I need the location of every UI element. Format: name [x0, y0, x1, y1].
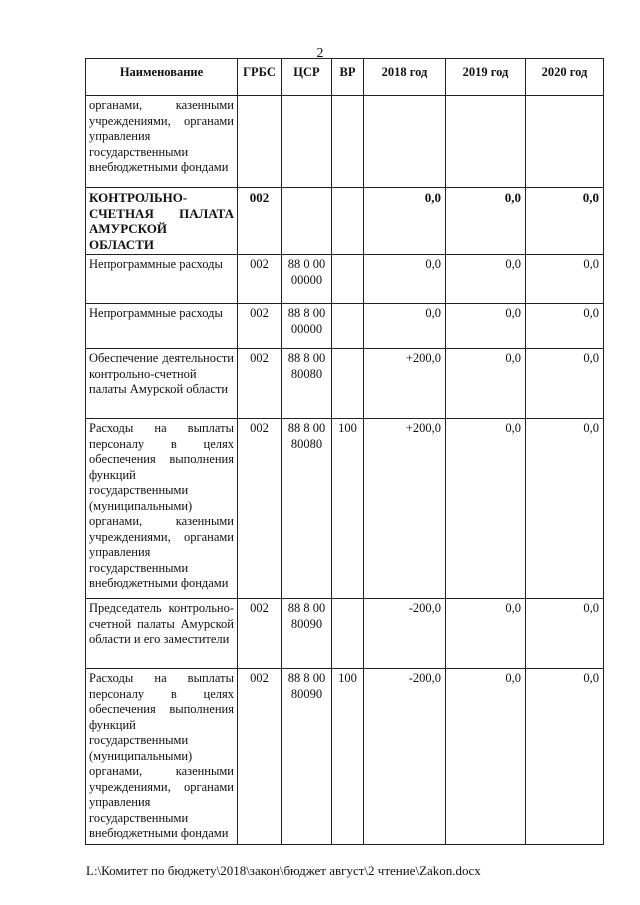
row-grbs-cell: 002 [238, 419, 282, 599]
row-name-cell: Обеспечение деятельности контрольно-счетной палаты Амурской области [86, 349, 238, 419]
row-2018-cell: -200,0 [364, 599, 446, 669]
row-2018-cell: -200,0 [364, 669, 446, 845]
table-row [86, 96, 604, 188]
row-grbs-cell [238, 96, 282, 188]
row-grbs-cell: 002 [238, 255, 282, 304]
row-csr-cell [282, 96, 332, 188]
row-2019-cell [446, 96, 526, 188]
row-csr-cell: 88 8 00 80080 [282, 419, 332, 599]
row-2019-cell: 0,0 [446, 188, 526, 255]
row-name-cell: Расходы на выплаты персоналу в целях обеспечения выполнения функций государственными (муниципальными) органами, казенными учреждениями, органами управления государственными внебюджетными фондами [86, 669, 238, 845]
page-number: 2 [316, 46, 324, 61]
row-2019-cell: 0,0 [446, 669, 526, 845]
row-2018-cell: +200,0 [364, 419, 446, 599]
header-2019: 2019 год [446, 59, 526, 96]
row-vr-cell [332, 188, 364, 255]
row-2020-cell: 0,0 [526, 669, 604, 845]
row-2018-cell: 0,0 [364, 255, 446, 304]
header-name: Наименование [86, 59, 238, 96]
row-csr-cell: 88 0 00 00000 [282, 255, 332, 304]
row-csr-cell: 88 8 00 80090 [282, 599, 332, 669]
header-2018: 2018 год [364, 59, 446, 96]
row-name-cell: КОНТРОЛЬНО-СЧЕТНАЯ ПАЛАТА АМУРСКОЙ ОБЛАСТИ [86, 188, 238, 255]
row-2018-cell: 0,0 [364, 304, 446, 349]
row-2020-cell [526, 96, 604, 188]
header-csr: ЦСР [282, 59, 332, 96]
header-grbs: ГРБС [238, 59, 282, 96]
row-grbs-cell: 002 [238, 304, 282, 349]
row-2020-cell: 0,0 [526, 349, 604, 419]
row-name-cell: Непрограммные расходы [86, 304, 238, 349]
row-name-cell: органами, казенными учреждениями, органами управления государственными внебюджетными фондами [86, 96, 238, 188]
table-row [86, 419, 604, 599]
table-row [86, 669, 604, 845]
row-vr-cell: 100 [332, 669, 364, 845]
row-2020-cell: 0,0 [526, 599, 604, 669]
row-2020-cell: 0,0 [526, 419, 604, 599]
row-vr-cell [332, 96, 364, 188]
table-row [86, 599, 604, 669]
row-2019-cell: 0,0 [446, 599, 526, 669]
row-vr-cell [332, 599, 364, 669]
row-vr-cell [332, 349, 364, 419]
table-row [86, 255, 604, 304]
row-csr-cell: 88 8 00 80090 [282, 669, 332, 845]
row-2020-cell: 0,0 [526, 255, 604, 304]
row-grbs-cell: 002 [238, 349, 282, 419]
header-2020: 2020 год [526, 59, 604, 96]
row-2018-cell [364, 96, 446, 188]
row-csr-cell [282, 188, 332, 255]
table-row [86, 188, 604, 255]
budget-table [85, 58, 604, 845]
row-2019-cell: 0,0 [446, 419, 526, 599]
row-2019-cell: 0,0 [446, 349, 526, 419]
row-grbs-cell: 002 [238, 669, 282, 845]
row-grbs-cell: 002 [238, 599, 282, 669]
row-2018-cell: 0,0 [364, 188, 446, 255]
header-vr: ВР [332, 59, 364, 96]
row-vr-cell: 100 [332, 419, 364, 599]
row-2018-cell: +200,0 [364, 349, 446, 419]
table-row [86, 349, 604, 419]
table-row [86, 304, 604, 349]
row-vr-cell [332, 255, 364, 304]
table-header-row [86, 59, 604, 96]
row-name-cell: Председатель контрольно-счетной палаты Амурской области и его заместители [86, 599, 238, 669]
row-grbs-cell: 002 [238, 188, 282, 255]
row-name-cell: Непрограммные расходы [86, 255, 238, 304]
row-vr-cell [332, 304, 364, 349]
row-2020-cell: 0,0 [526, 188, 604, 255]
row-csr-cell: 88 8 00 80080 [282, 349, 332, 419]
file-path-footer: L:\Комитет по бюджету\2018\закон\бюджет август\2 чтение\Zakon.docx [86, 863, 481, 878]
row-csr-cell: 88 8 00 00000 [282, 304, 332, 349]
row-2020-cell: 0,0 [526, 304, 604, 349]
row-2019-cell: 0,0 [446, 304, 526, 349]
row-name-cell: Расходы на выплаты персоналу в целях обеспечения выполнения функций государственными (муниципальными) органами, казенными учреждениями, органами управления государственными внебюджетными фондами [86, 419, 238, 599]
row-2019-cell: 0,0 [446, 255, 526, 304]
